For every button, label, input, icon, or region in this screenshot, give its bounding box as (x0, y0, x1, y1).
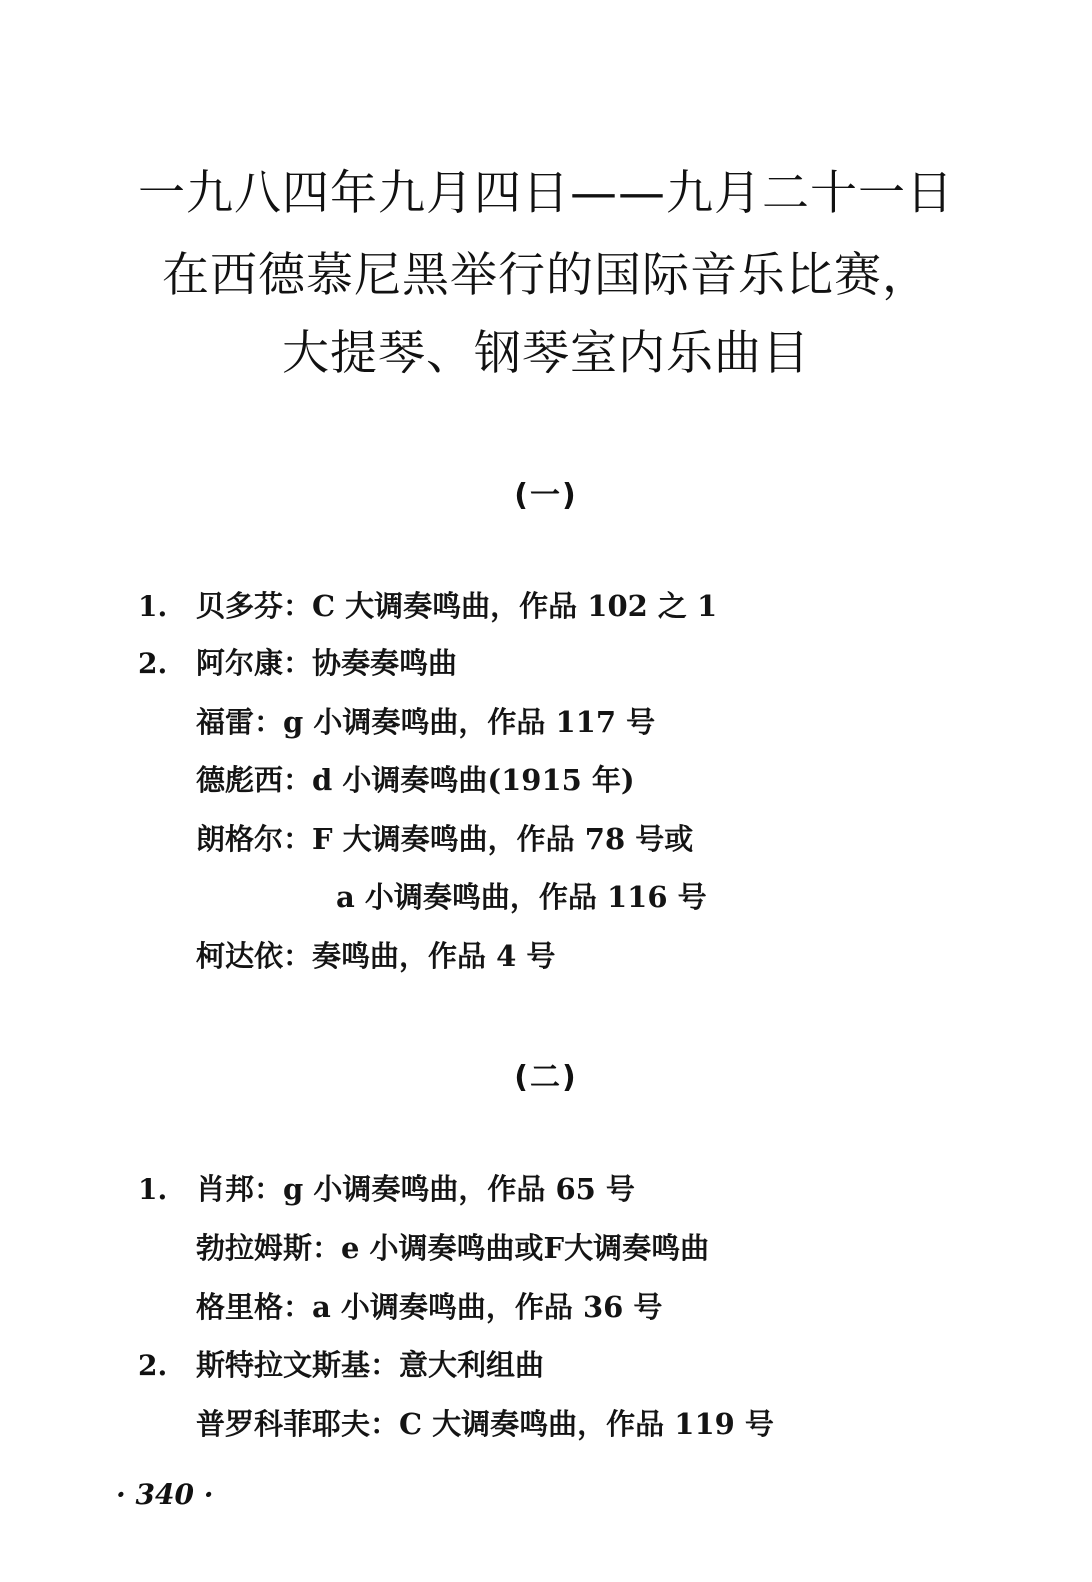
section-2-item: 格里格：a 小调奏鸣曲，作品 36 号 (196, 1290, 663, 1324)
title-line-1: 一九八四年九月四日——九月二十一日 (138, 166, 954, 221)
section-2-item: 肖邦：g 小调奏鸣曲，作品 65 号 (196, 1172, 635, 1206)
section-1-item-number: 1. (138, 590, 168, 623)
section-1-item-continuation: a 小调奏鸣曲，作品 116 号 (336, 880, 707, 914)
title-line-3: 大提琴、钢琴室内乐曲目 (282, 326, 810, 381)
section-2-item: 普罗科菲耶夫：C 大调奏鸣曲，作品 119 号 (196, 1407, 774, 1441)
section-1-item: 德彪西：d 小调奏鸣曲(1915 年) (196, 763, 635, 797)
section-1-item: 阿尔康：协奏奏鸣曲 (196, 646, 458, 680)
section-1-item: 福雷：g 小调奏鸣曲，作品 117 号 (196, 705, 656, 739)
section-2-item-number: 1. (138, 1173, 168, 1206)
section-2-item: 斯特拉文斯基：意大利组曲 (196, 1348, 545, 1382)
section-1-item: 朗格尔：F 大调奏鸣曲，作品 78 号或 (196, 822, 694, 856)
section-2-item-number: 2. (138, 1349, 168, 1382)
page-number: · 340 · (116, 1478, 214, 1511)
section-1-item: 柯达依：奏鸣曲，作品 4 号 (196, 939, 556, 973)
section-2-heading: (二) (514, 1060, 578, 1095)
section-2-item: 勃拉姆斯：e 小调奏鸣曲或F大调奏鸣曲 (196, 1231, 710, 1265)
title-line-2: 在西德慕尼黑举行的国际音乐比赛， (162, 248, 930, 303)
section-1-item-number: 2. (138, 647, 168, 680)
section-1-item: 贝多芬：C 大调奏鸣曲，作品 102 之 1 (196, 589, 718, 623)
section-1-heading: (一) (514, 478, 578, 513)
